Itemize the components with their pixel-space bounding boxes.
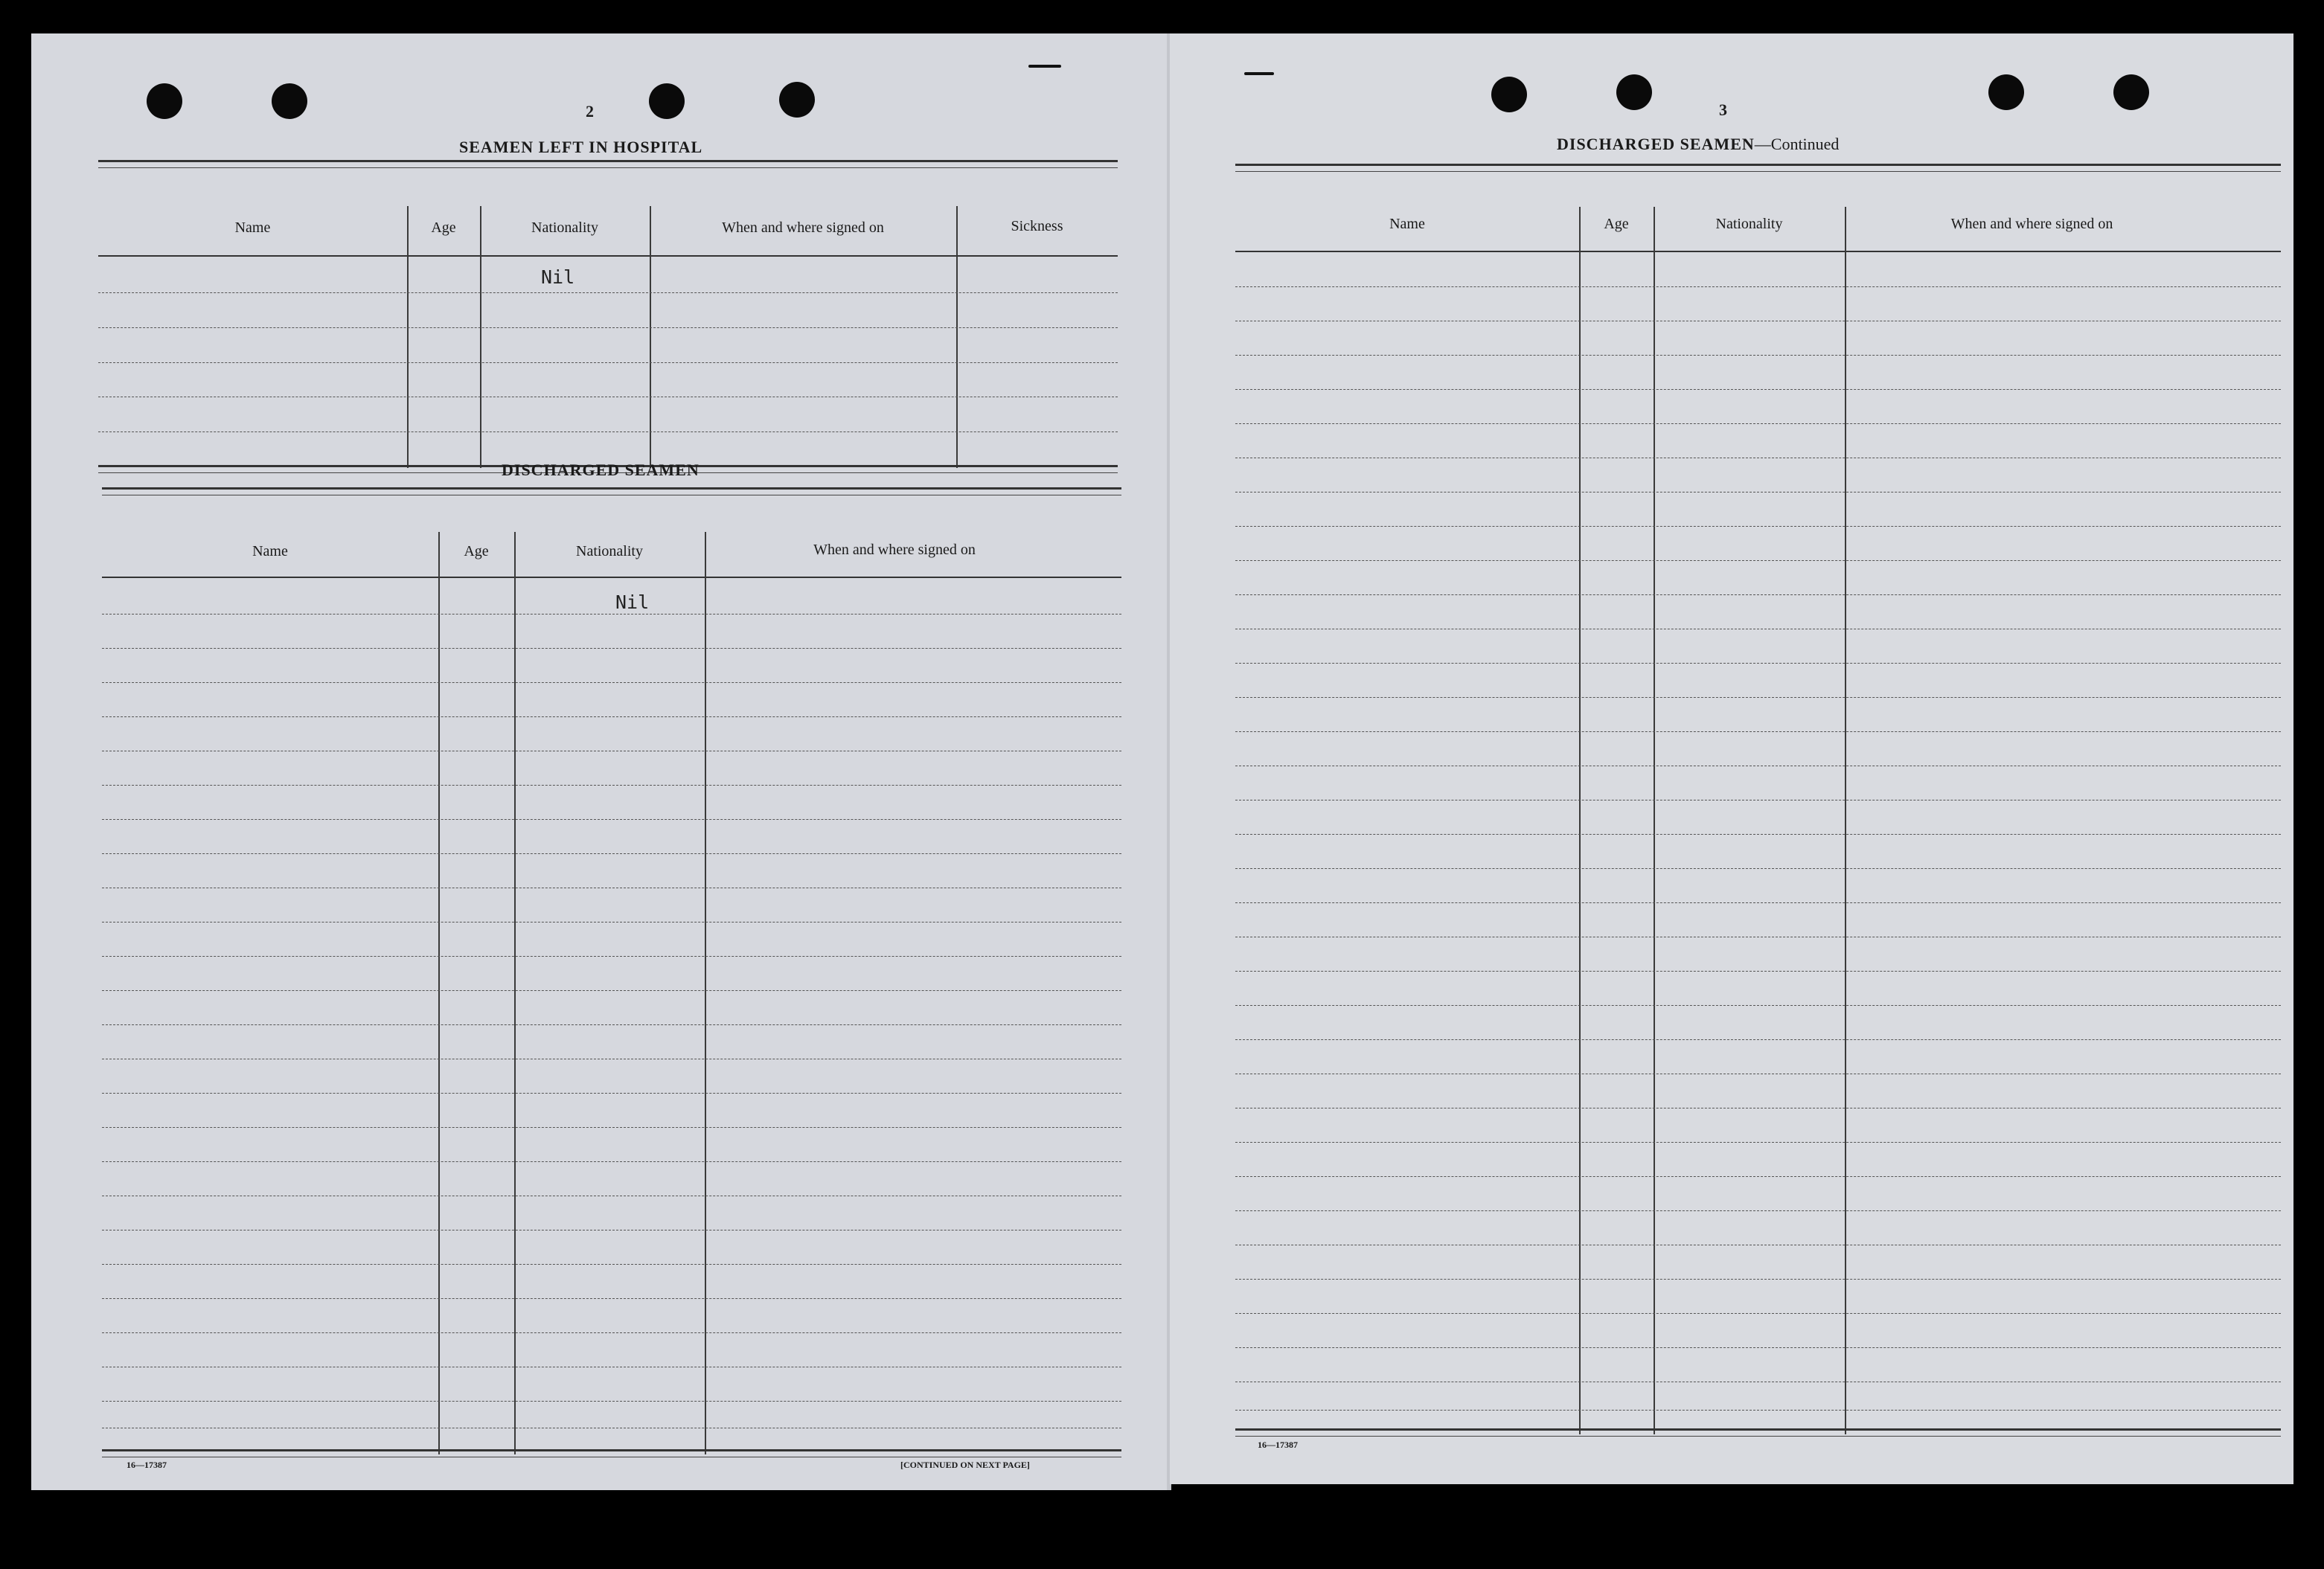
header-underline (1235, 251, 2281, 252)
ruled-line (98, 362, 1118, 363)
ruled-line (102, 785, 1121, 786)
ruled-line (1235, 526, 2281, 527)
ruled-line (102, 1024, 1121, 1025)
ruled-line (102, 819, 1121, 820)
ruled-line (1235, 286, 2281, 287)
ruled-line (102, 922, 1121, 923)
punch-hole (1988, 74, 2024, 110)
column-header-name: Name (234, 219, 271, 236)
ruled-line (1235, 697, 2281, 698)
right-page (1170, 33, 2293, 1484)
ruled-line (1235, 594, 2281, 595)
ruled-line (102, 853, 1121, 854)
ruled-line (98, 327, 1118, 328)
discharged-table (102, 487, 1121, 1462)
discharged-continued-title (1557, 135, 1839, 154)
hospital-entry: Nil (541, 266, 575, 288)
hospital-section-title: SEAMEN LEFT IN HOSPITAL (459, 138, 703, 156)
hospital-table (98, 160, 1118, 472)
table-bottom-rule (1235, 1428, 2281, 1437)
ink-speck (1028, 65, 1061, 68)
column-header-sickness: Sickness (1011, 218, 1063, 234)
column-header-nationality: Nationality (1715, 216, 1783, 232)
ruled-line (1235, 731, 2281, 732)
column-divider (480, 206, 481, 468)
ruled-line (102, 1230, 1121, 1231)
continued-note: [CONTINUED ON NEXT PAGE] (900, 1460, 1030, 1470)
ruled-line (1235, 1313, 2281, 1314)
ruled-line (1235, 868, 2281, 869)
ruled-line (102, 1332, 1121, 1333)
column-header-signed-on: When and where signed on (722, 219, 884, 236)
column-divider (1579, 207, 1581, 1434)
column-divider (705, 532, 706, 1454)
ruled-line (1235, 423, 2281, 424)
ruled-line (1235, 389, 2281, 390)
ruled-line (1235, 1142, 2281, 1143)
table-top-rule (98, 160, 1118, 168)
form-number: 16—17387 (127, 1460, 167, 1470)
page-number: 2 (586, 102, 594, 121)
punch-hole (2113, 74, 2149, 110)
punch-hole (649, 83, 685, 119)
column-divider (650, 206, 651, 468)
title-main: DISCHARGED SEAMEN (1557, 135, 1755, 153)
header-underline (98, 255, 1118, 257)
ruled-line (102, 1127, 1121, 1128)
ruled-line (1235, 1347, 2281, 1348)
punch-hole (779, 82, 815, 118)
punch-hole (1616, 74, 1652, 110)
column-header-signed-on: When and where signed on (813, 542, 976, 558)
column-divider (407, 206, 409, 468)
ruled-line (1235, 1005, 2281, 1006)
column-divider (1845, 207, 1846, 1434)
ruled-line (1235, 355, 2281, 356)
ruled-line (102, 648, 1121, 649)
ruled-line (1235, 902, 2281, 903)
ruled-line (102, 682, 1121, 683)
table-top-rule (1235, 164, 2281, 172)
ruled-line (98, 292, 1118, 293)
column-divider (438, 532, 440, 1454)
ruled-line (1235, 1410, 2281, 1411)
punch-hole (272, 83, 307, 119)
ruled-line (1235, 971, 2281, 972)
ruled-line (102, 1298, 1121, 1299)
form-number: 16—17387 (1258, 1440, 1298, 1450)
ruled-line (102, 956, 1121, 957)
table-top-rule (102, 487, 1121, 495)
ruled-line (102, 1401, 1121, 1402)
ruled-line (1235, 1279, 2281, 1280)
column-header-age: Age (1604, 216, 1629, 232)
ruled-line (1235, 663, 2281, 664)
column-divider (1654, 207, 1655, 1434)
punch-hole (1491, 77, 1527, 112)
ruled-line (1235, 1176, 2281, 1177)
ruled-line (1235, 1039, 2281, 1040)
header-underline (102, 577, 1121, 578)
ruled-line (102, 1093, 1121, 1094)
ruled-line (98, 431, 1118, 432)
ruled-line (1235, 560, 2281, 561)
column-header-name: Name (252, 543, 288, 559)
column-header-nationality: Nationality (576, 543, 643, 559)
left-page (31, 33, 1170, 1490)
ruled-line (1235, 834, 2281, 835)
title-suffix: —Continued (1754, 135, 1840, 153)
ruled-line (102, 716, 1121, 717)
discharged-entry: Nil (615, 591, 650, 613)
column-header-name: Name (1389, 216, 1425, 232)
ruled-line (102, 614, 1121, 615)
ruled-line (1235, 1210, 2281, 1211)
column-header-signed-on: When and where signed on (1950, 216, 2113, 232)
punch-hole (147, 83, 182, 119)
ink-speck (1244, 72, 1274, 75)
discharged-section-title: DISCHARGED SEAMEN (502, 461, 700, 479)
column-header-age: Age (431, 219, 456, 236)
ruled-line (102, 1264, 1121, 1265)
discharged-continued-table (1235, 164, 2281, 1443)
column-divider (514, 532, 516, 1454)
column-header-age: Age (464, 543, 489, 559)
column-divider (956, 206, 958, 468)
column-header-nationality: Nationality (531, 219, 598, 236)
ruled-line (102, 990, 1121, 991)
ruled-line (102, 1161, 1121, 1162)
table-bottom-rule (102, 1449, 1121, 1457)
page-number: 3 (1719, 100, 1727, 119)
